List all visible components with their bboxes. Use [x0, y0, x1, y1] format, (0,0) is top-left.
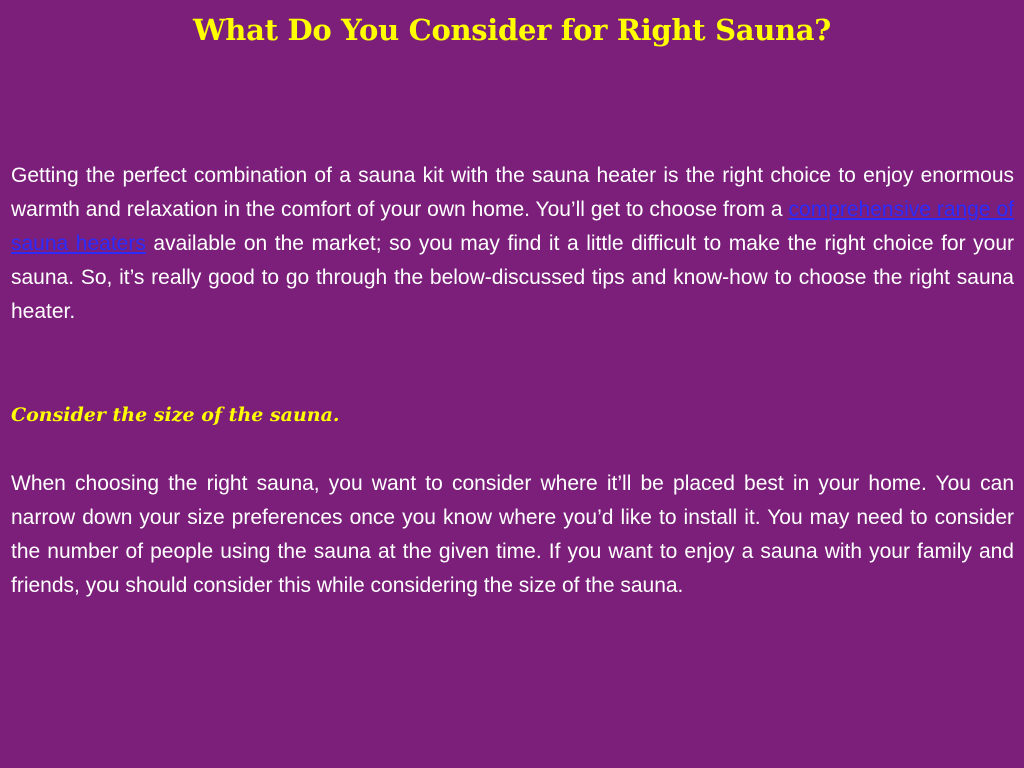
intro-text-after-link: available on the market; so you may find it a little difficult to make the right choice for your sauna. So, it’s really good to go through the below-discussed tips and know-how to choose the right sauna heater.: [11, 232, 1014, 323]
intro-text-before-link: Getting the perfect combination of a sauna kit with the sauna heater is the right choice to enjoy enormous warmth and relaxation in the comfort of your own home. You’ll get to choose from a: [11, 164, 1014, 221]
section-paragraph: When choosing the right sauna, you want to consider where it’ll be placed best in your home. You can narrow down your size preferences once you know where you’d like to install it. You may need to consider the number of people using the sauna at the given time. If you want to enjoy a sauna with your family and friends, you should consider this while considering the size of the sauna.: [11, 472, 1014, 597]
section-heading: Consider the size of the sauna.: [11, 404, 340, 426]
intro-paragraph: [11, 159, 1014, 329]
sauna-heaters-link[interactable]: comprehensive range of sauna heaters: [11, 198, 1014, 255]
page-title: What Do You Consider for Right Sauna?: [193, 13, 831, 47]
